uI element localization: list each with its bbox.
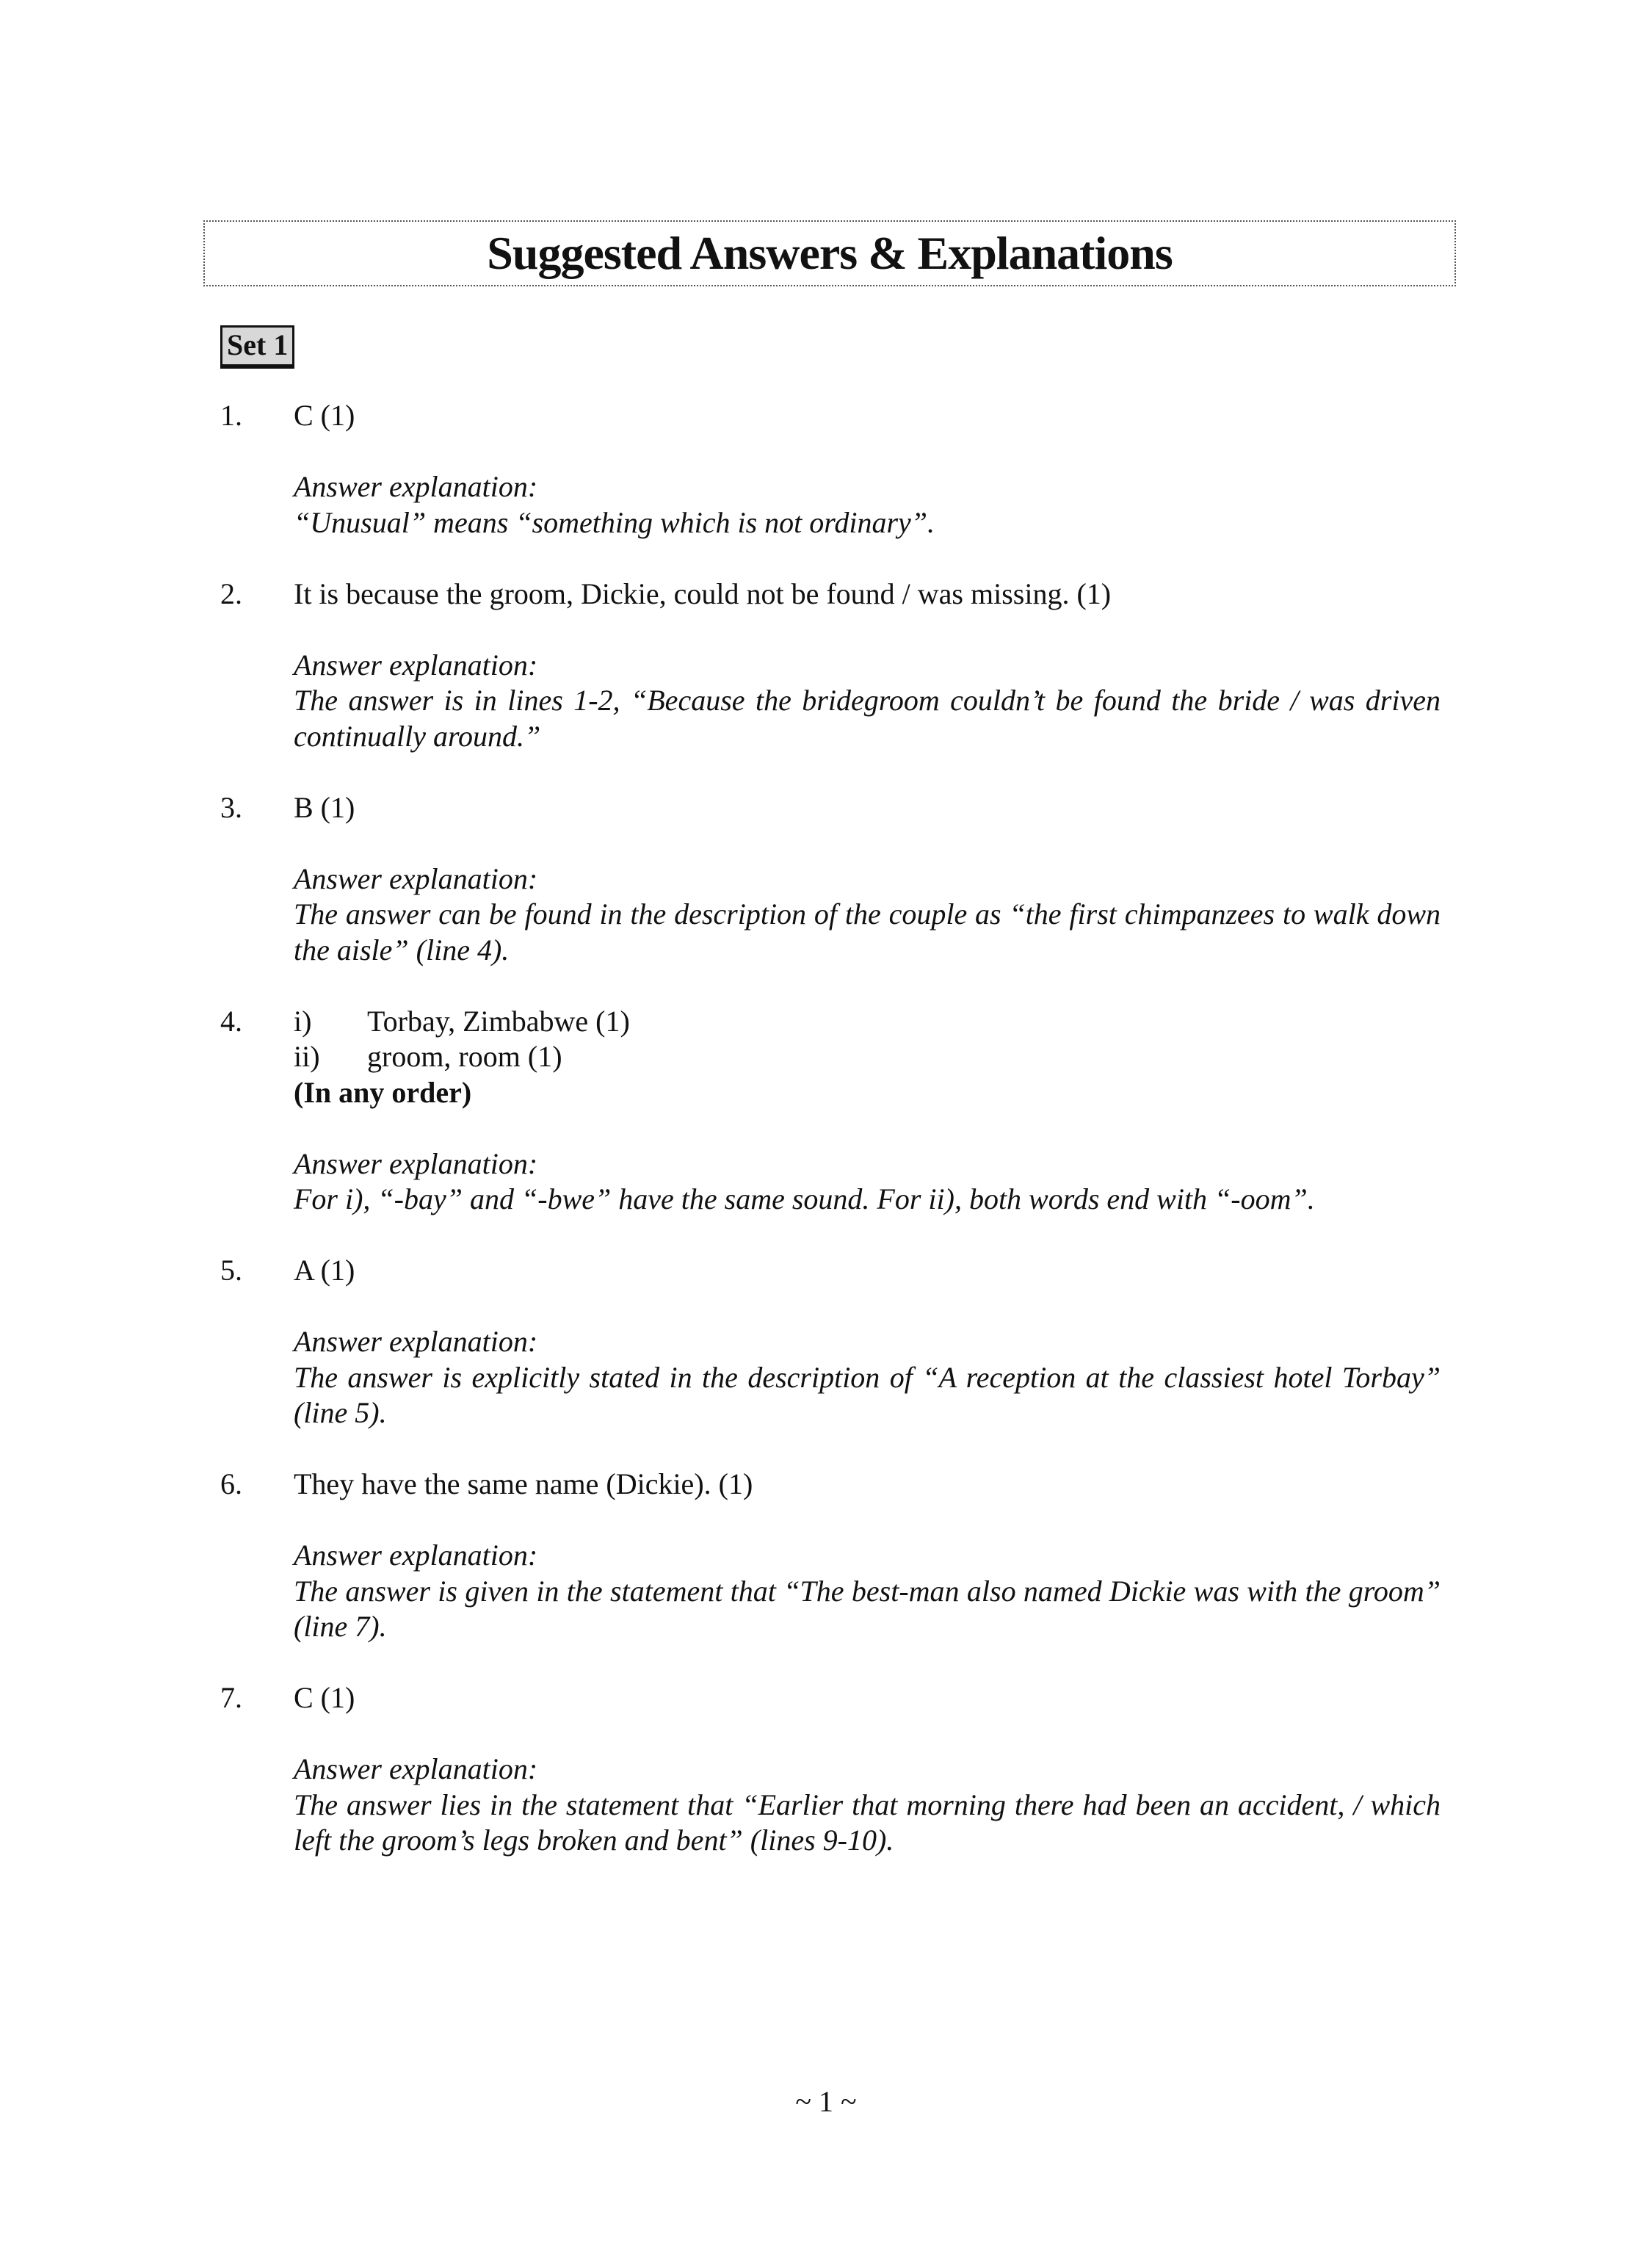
explanation-text: “Unusual” means “something which is not ordinary”. — [294, 505, 935, 539]
explanation-text: The answer is explicitly stated in the description of “A reception at the classiest hotel Torbay” (line 5). — [294, 1360, 1441, 1429]
item-number: 6. — [220, 1467, 242, 1500]
sub-text: Torbay, Zimbabwe (1) — [367, 1004, 630, 1038]
explanation-label: Answer explanation: — [294, 1752, 538, 1785]
page-number: ~ 1 ~ — [795, 2085, 857, 2118]
sub-label: i) — [294, 1004, 312, 1038]
answer-item-7 — [220, 1680, 1441, 1859]
title-box — [203, 220, 1456, 286]
explanation-text: For i), “-bay” and “-bwe” have the same sound. For ii), both words end with “-oom”. — [294, 1182, 1315, 1215]
answer-item-3 — [220, 790, 1441, 969]
answer-item-1 — [220, 398, 1441, 541]
answer-text: C (1) — [294, 1681, 355, 1714]
answer-list — [220, 398, 1441, 1894]
sub-label: ii) — [294, 1040, 320, 1073]
explanation-text: The answer lies in the statement that “Earlier that morning there had been an accident, / which left the groom’s legs broken and bent” (lines 9-10). — [294, 1788, 1441, 1857]
explanation-label: Answer explanation: — [294, 1539, 538, 1572]
answer-text: It is because the groom, Dickie, could not be found / was missing. (1) — [294, 577, 1112, 610]
answer-text: They have the same name (Dickie). (1) — [294, 1467, 753, 1500]
sub-text: groom, room (1) — [367, 1040, 562, 1073]
answer-text: C (1) — [294, 399, 355, 432]
explanation-text: The answer is in lines 1-2, “Because the bridegroom couldn’t be found the bride / was driven continually around.” — [294, 684, 1441, 753]
explanation-label: Answer explanation: — [294, 1325, 538, 1358]
order-note: (In any order) — [294, 1075, 472, 1109]
page-title: Suggested Answers & Explanations — [487, 227, 1173, 279]
answer-text: B (1) — [294, 790, 355, 824]
item-number: 4. — [220, 1004, 242, 1038]
item-number: 1. — [220, 399, 242, 432]
explanation-label: Answer explanation: — [294, 1146, 538, 1180]
explanation-label: Answer explanation: — [294, 470, 538, 503]
explanation-text: The answer can be found in the description of the couple as “the first chimpanzees to walk down the aisle” (line 4). — [294, 897, 1441, 966]
answer-item-2 — [220, 577, 1441, 755]
item-number: 3. — [220, 790, 242, 824]
sub-answer-i — [294, 1004, 1441, 1040]
item-number: 7. — [220, 1681, 242, 1714]
item-number: 5. — [220, 1254, 242, 1287]
answer-text: A (1) — [294, 1254, 355, 1287]
answer-item-4 — [220, 1004, 1441, 1218]
answer-item-6 — [220, 1467, 1441, 1645]
set-label: Set 1 — [220, 325, 294, 369]
answer-item-5 — [220, 1253, 1441, 1431]
item-number: 2. — [220, 577, 242, 610]
sub-answer-ii — [294, 1039, 1441, 1075]
explanation-label: Answer explanation: — [294, 861, 538, 895]
explanation-text: The answer is given in the statement that “The best-man also named Dickie was with the groom” (line 7). — [294, 1574, 1441, 1643]
explanation-label: Answer explanation: — [294, 648, 538, 682]
